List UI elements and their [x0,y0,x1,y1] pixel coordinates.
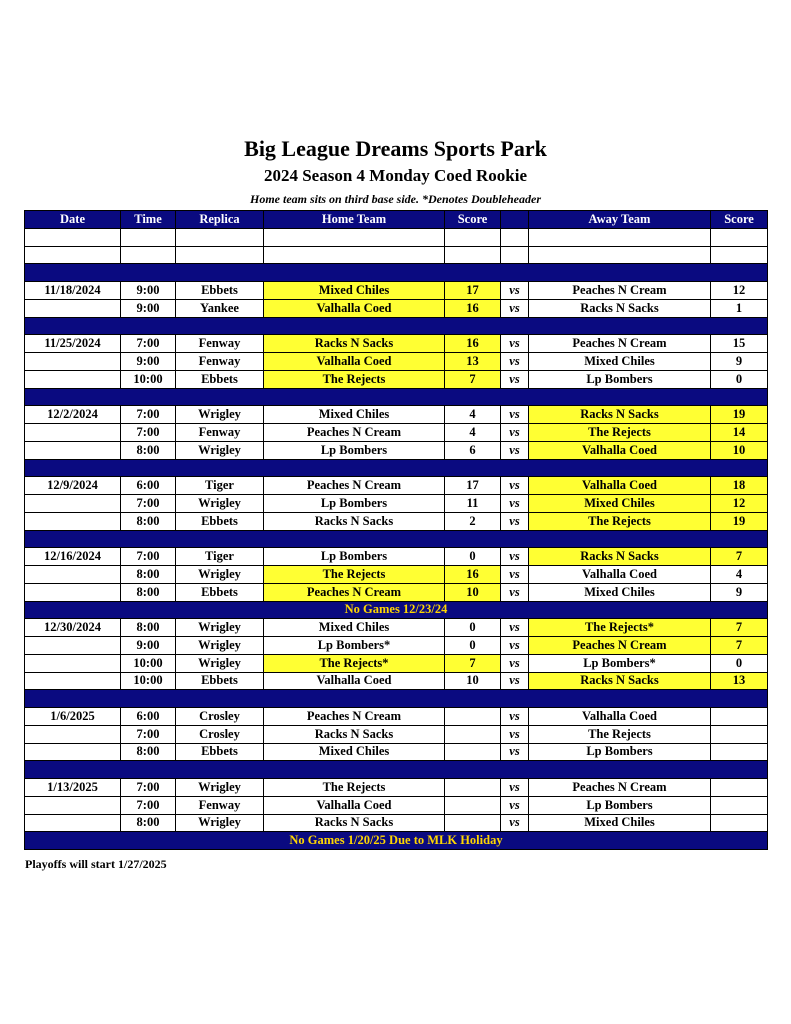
date-cell [25,512,121,530]
game-row [25,548,768,566]
home-team-cell: Valhalla Coed [264,796,445,814]
replica-cell: Ebbets [176,583,264,601]
replica-cell: Tiger [176,477,264,495]
time-cell: 6:00 [121,477,176,495]
home-team-cell: Racks N Sacks [264,725,445,743]
col-replica: Replica [176,211,264,229]
home-team-cell: Lp Bombers [264,548,445,566]
date-cell [25,814,121,832]
away-team-cell: Mixed Chiles [529,814,711,832]
blank-row [25,246,768,264]
time-cell: 8:00 [121,441,176,459]
home-score-cell: 16 [445,566,501,584]
replica-cell: Fenway [176,335,264,353]
week-separator-row [25,388,768,406]
home-score-cell: 16 [445,299,501,317]
vs-cell: vs [501,282,529,300]
empty-cell [264,228,445,246]
vs-cell: vs [501,637,529,655]
replica-cell: Fenway [176,353,264,371]
home-score-cell: 4 [445,424,501,442]
date-cell [25,495,121,513]
time-cell: 8:00 [121,814,176,832]
home-team-cell: Mixed Chiles [264,619,445,637]
empty-cell [264,246,445,264]
game-row [25,406,768,424]
home-team-cell: Racks N Sacks [264,335,445,353]
away-score-cell: 9 [711,353,768,371]
home-team-cell: Mixed Chiles [264,282,445,300]
time-cell: 8:00 [121,512,176,530]
away-score-cell [711,725,768,743]
replica-cell: Ebbets [176,282,264,300]
time-cell: 7:00 [121,335,176,353]
no-games-row [25,832,768,850]
vs-cell: vs [501,566,529,584]
away-score-cell: 0 [711,654,768,672]
date-cell: 12/2/2024 [25,406,121,424]
home-team-cell: Peaches N Cream [264,424,445,442]
away-team-cell: Lp Bombers [529,743,711,761]
home-score-cell: 0 [445,548,501,566]
date-cell [25,583,121,601]
empty-cell [25,246,121,264]
away-score-cell: 1 [711,299,768,317]
vs-cell: vs [501,725,529,743]
home-score-cell: 10 [445,672,501,690]
date-cell [25,672,121,690]
vs-cell: vs [501,708,529,726]
away-score-cell [711,814,768,832]
home-team-cell: Mixed Chiles [264,743,445,761]
home-score-cell: 7 [445,370,501,388]
home-team-cell: Mixed Chiles [264,406,445,424]
replica-cell: Ebbets [176,743,264,761]
separator-cell [25,264,768,282]
home-score-cell: 17 [445,282,501,300]
away-team-cell: Mixed Chiles [529,583,711,601]
away-team-cell: The Rejects [529,512,711,530]
replica-cell: Tiger [176,548,264,566]
date-cell [25,353,121,371]
col-vs [501,211,529,229]
away-team-cell: Racks N Sacks [529,299,711,317]
empty-cell [529,228,711,246]
empty-cell [501,246,529,264]
vs-cell: vs [501,353,529,371]
vs-cell: vs [501,406,529,424]
vs-cell: vs [501,299,529,317]
empty-cell [25,228,121,246]
home-score-cell: 16 [445,335,501,353]
page-subtitle: 2024 Season 4 Monday Coed Rookie [263,166,528,185]
home-team-cell: Peaches N Cream [264,583,445,601]
no-games-message: No Games 1/20/25 Due to MLK Holiday [25,832,768,850]
empty-cell [711,246,768,264]
home-score-cell: 7 [445,654,501,672]
away-team-cell: The Rejects [529,725,711,743]
playoffs-note: Playoffs will start 1/27/2025 [25,857,167,871]
game-row [25,282,768,300]
blank-row [25,228,768,246]
home-score-cell [445,708,501,726]
home-score-cell: 0 [445,637,501,655]
away-score-cell: 19 [711,406,768,424]
replica-cell: Ebbets [176,370,264,388]
home-score-cell [445,779,501,797]
away-score-cell: 19 [711,512,768,530]
vs-cell: vs [501,512,529,530]
vs-cell: vs [501,548,529,566]
away-score-cell [711,743,768,761]
week-separator-row [25,690,768,708]
empty-cell [121,228,176,246]
away-team-cell: The Rejects* [529,619,711,637]
away-team-cell: Lp Bombers [529,796,711,814]
away-team-cell: Peaches N Cream [529,637,711,655]
home-team-cell: The Rejects* [264,654,445,672]
game-row [25,512,768,530]
vs-cell: vs [501,796,529,814]
away-score-cell: 15 [711,335,768,353]
game-row [25,299,768,317]
date-cell: 1/6/2025 [25,708,121,726]
week-separator-row [25,264,768,282]
replica-cell: Ebbets [176,672,264,690]
no-games-row [25,601,768,619]
away-team-cell: Lp Bombers [529,370,711,388]
home-team-cell: Racks N Sacks [264,814,445,832]
schedule-table [24,210,768,850]
date-cell [25,637,121,655]
replica-cell: Wrigley [176,779,264,797]
away-team-cell: Valhalla Coed [529,477,711,495]
home-team-cell: Lp Bombers* [264,637,445,655]
replica-cell: Wrigley [176,814,264,832]
date-cell: 12/30/2024 [25,619,121,637]
replica-cell: Wrigley [176,654,264,672]
week-separator-row [25,317,768,335]
vs-cell: vs [501,495,529,513]
replica-cell: Wrigley [176,495,264,513]
replica-cell: Ebbets [176,512,264,530]
replica-cell: Wrigley [176,441,264,459]
away-score-cell: 12 [711,282,768,300]
vs-cell: vs [501,814,529,832]
time-cell: 7:00 [121,548,176,566]
home-team-cell: Valhalla Coed [264,353,445,371]
away-team-cell: Lp Bombers* [529,654,711,672]
home-score-cell [445,796,501,814]
away-score-cell: 7 [711,548,768,566]
col-home-score: Score [445,211,501,229]
empty-cell [176,246,264,264]
away-score-cell [711,779,768,797]
vs-cell: vs [501,335,529,353]
replica-cell: Wrigley [176,566,264,584]
empty-cell [445,246,501,264]
time-cell: 9:00 [121,637,176,655]
game-row [25,424,768,442]
col-away-score: Score [711,211,768,229]
away-score-cell: 12 [711,495,768,513]
game-row [25,583,768,601]
page-title: Big League Dreams Sports Park [244,136,547,161]
header-row [25,211,768,229]
game-row [25,477,768,495]
col-date: Date [25,211,121,229]
schedule-body [25,228,768,849]
away-score-cell: 10 [711,441,768,459]
away-team-cell: Racks N Sacks [529,672,711,690]
game-row [25,495,768,513]
empty-cell [501,228,529,246]
date-cell [25,299,121,317]
game-row [25,335,768,353]
game-row [25,708,768,726]
col-time: Time [121,211,176,229]
home-score-cell: 6 [445,441,501,459]
away-score-cell: 14 [711,424,768,442]
home-team-cell: The Rejects [264,370,445,388]
time-cell: 10:00 [121,370,176,388]
home-team-cell: The Rejects [264,779,445,797]
replica-cell: Wrigley [176,406,264,424]
home-score-cell: 11 [445,495,501,513]
home-score-cell: 17 [445,477,501,495]
home-team-cell: The Rejects [264,566,445,584]
date-cell [25,370,121,388]
time-cell: 8:00 [121,619,176,637]
vs-cell: vs [501,424,529,442]
away-team-cell: The Rejects [529,424,711,442]
away-score-cell [711,708,768,726]
date-cell [25,424,121,442]
away-team-cell: Peaches N Cream [529,779,711,797]
time-cell: 7:00 [121,796,176,814]
time-cell: 7:00 [121,495,176,513]
time-cell: 7:00 [121,779,176,797]
game-row [25,637,768,655]
empty-cell [445,228,501,246]
away-team-cell: Peaches N Cream [529,335,711,353]
date-cell [25,796,121,814]
empty-cell [121,246,176,264]
game-row [25,619,768,637]
home-score-cell: 0 [445,619,501,637]
away-team-cell: Valhalla Coed [529,566,711,584]
home-score-cell: 13 [445,353,501,371]
time-cell: 9:00 [121,299,176,317]
separator-cell [25,388,768,406]
replica-cell: Wrigley [176,637,264,655]
date-cell [25,743,121,761]
col-home-team: Home Team [264,211,445,229]
week-separator-row [25,761,768,779]
game-row [25,353,768,371]
replica-cell: Crosley [176,725,264,743]
vs-cell: vs [501,654,529,672]
date-cell [25,654,121,672]
vs-cell: vs [501,441,529,459]
date-cell: 11/25/2024 [25,335,121,353]
separator-cell [25,530,768,548]
game-row [25,370,768,388]
empty-cell [176,228,264,246]
replica-cell: Fenway [176,796,264,814]
away-score-cell: 13 [711,672,768,690]
away-score-cell: 7 [711,619,768,637]
away-score-cell: 7 [711,637,768,655]
date-cell: 12/16/2024 [25,548,121,566]
away-score-cell: 4 [711,566,768,584]
home-team-cell: Lp Bombers [264,495,445,513]
away-team-cell: Mixed Chiles [529,353,711,371]
time-cell: 6:00 [121,708,176,726]
away-team-cell: Valhalla Coed [529,441,711,459]
home-team-cell: Valhalla Coed [264,672,445,690]
away-score-cell: 0 [711,370,768,388]
vs-cell: vs [501,743,529,761]
time-cell: 7:00 [121,725,176,743]
time-cell: 7:00 [121,406,176,424]
separator-cell [25,761,768,779]
home-team-cell: Peaches N Cream [264,477,445,495]
col-away-team: Away Team [529,211,711,229]
game-row [25,672,768,690]
game-row [25,566,768,584]
replica-cell: Fenway [176,424,264,442]
date-cell [25,725,121,743]
away-team-cell: Valhalla Coed [529,708,711,726]
away-team-cell: Mixed Chiles [529,495,711,513]
home-score-cell [445,725,501,743]
vs-cell: vs [501,583,529,601]
game-row [25,725,768,743]
game-row [25,743,768,761]
away-score-cell: 9 [711,583,768,601]
away-score-cell [711,796,768,814]
game-row [25,814,768,832]
separator-cell [25,317,768,335]
time-cell: 10:00 [121,654,176,672]
week-separator-row [25,459,768,477]
away-score-cell: 18 [711,477,768,495]
home-score-cell: 2 [445,512,501,530]
time-cell: 8:00 [121,743,176,761]
week-separator-row [25,530,768,548]
separator-cell [25,690,768,708]
game-row [25,796,768,814]
replica-cell: Crosley [176,708,264,726]
home-team-cell: Racks N Sacks [264,512,445,530]
date-cell [25,441,121,459]
date-cell [25,566,121,584]
vs-cell: vs [501,370,529,388]
game-row [25,441,768,459]
vs-cell: vs [501,779,529,797]
game-row [25,654,768,672]
away-team-cell: Peaches N Cream [529,282,711,300]
vs-cell: vs [501,477,529,495]
empty-cell [711,228,768,246]
empty-cell [529,246,711,264]
replica-cell: Yankee [176,299,264,317]
replica-cell: Wrigley [176,619,264,637]
date-cell: 12/9/2024 [25,477,121,495]
home-team-cell: Lp Bombers [264,441,445,459]
away-team-cell: Racks N Sacks [529,548,711,566]
time-cell: 7:00 [121,424,176,442]
home-score-cell: 4 [445,406,501,424]
date-cell: 1/13/2025 [25,779,121,797]
doubleheader-note: Home team sits on third base side. *Denotes Doubleheader [250,192,541,206]
home-score-cell: 10 [445,583,501,601]
separator-cell [25,459,768,477]
home-team-cell: Peaches N Cream [264,708,445,726]
vs-cell: vs [501,672,529,690]
home-team-cell: Valhalla Coed [264,299,445,317]
time-cell: 8:00 [121,566,176,584]
vs-cell: vs [501,619,529,637]
game-row [25,779,768,797]
time-cell: 10:00 [121,672,176,690]
time-cell: 9:00 [121,353,176,371]
no-games-message: No Games 12/23/24 [25,601,768,619]
away-team-cell: Racks N Sacks [529,406,711,424]
date-cell: 11/18/2024 [25,282,121,300]
time-cell: 8:00 [121,583,176,601]
time-cell: 9:00 [121,282,176,300]
home-score-cell [445,743,501,761]
home-score-cell [445,814,501,832]
